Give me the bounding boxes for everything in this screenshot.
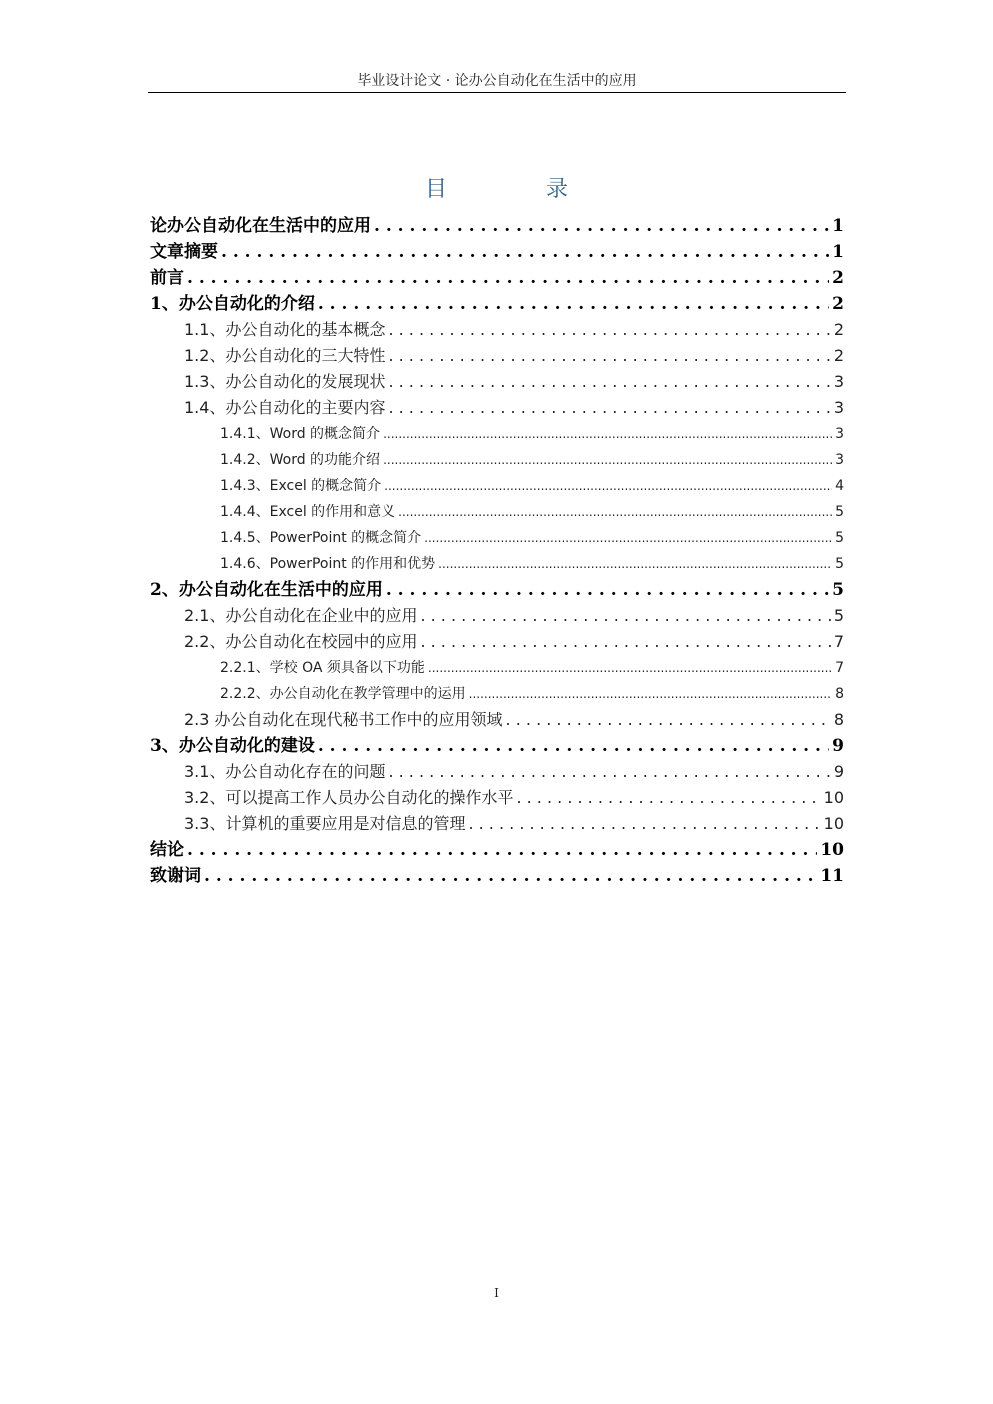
toc-entry-label: 1.4.2、Word 的功能介绍 <box>220 452 381 468</box>
toc-entry[interactable] <box>150 473 844 499</box>
toc-entry-label: 3、办公自动化的建设 <box>150 736 315 756</box>
toc-dot-leader <box>428 655 832 681</box>
toc-dot-leader <box>516 785 820 811</box>
toc-dot-leader <box>468 811 820 837</box>
toc-entry-label: 1.3、办公自动化的发展现状 <box>184 372 386 391</box>
toc-dot-leader <box>420 629 830 655</box>
toc-dot-leader <box>204 863 817 889</box>
toc-entry-page: 3 <box>833 372 844 391</box>
toc-dot-leader <box>388 317 830 343</box>
toc-entry-page: 1 <box>832 216 844 236</box>
toc-entry-label: 3.1、办公自动化存在的问题 <box>184 762 386 781</box>
toc-entry-page: 7 <box>835 660 844 676</box>
toc-entry[interactable] <box>150 213 844 239</box>
toc-entry-label: 论办公自动化在生活中的应用 <box>150 216 371 236</box>
toc-dot-leader <box>398 499 832 525</box>
toc-entry-label: 2.2、办公自动化在校园中的应用 <box>184 632 418 651</box>
toc-entry[interactable] <box>150 681 844 707</box>
toc-dot-leader <box>384 473 832 499</box>
toc-entry[interactable] <box>150 447 844 473</box>
toc-entry[interactable] <box>150 785 844 811</box>
toc-dot-leader <box>318 291 829 317</box>
toc-entry-page: 5 <box>832 580 844 600</box>
toc-entry[interactable] <box>150 577 844 603</box>
toc-entry-page: 9 <box>833 762 844 781</box>
toc-dot-leader <box>187 265 829 291</box>
toc-entry-page: 5 <box>835 504 844 520</box>
toc-entry[interactable] <box>150 811 844 837</box>
footer-page-number: I <box>494 1286 499 1300</box>
toc-entry-label: 致谢词 <box>150 866 201 886</box>
toc-dot-leader <box>506 707 831 733</box>
toc-entry-page: 1 <box>832 242 844 262</box>
toc-entry-page: 2 <box>833 320 844 339</box>
toc-dot-leader <box>383 447 832 473</box>
toc-entry-label: 3.3、计算机的重要应用是对信息的管理 <box>184 814 466 833</box>
toc-entry-page: 3 <box>833 398 844 417</box>
toc-dot-leader <box>388 759 830 785</box>
toc-entry-page: 8 <box>833 710 844 729</box>
toc-entry[interactable] <box>150 395 844 421</box>
toc-dot-leader <box>388 395 830 421</box>
toc-dot-leader <box>438 551 832 577</box>
toc-entry-label: 1、办公自动化的介绍 <box>150 294 315 314</box>
toc-entry-page: 10 <box>823 788 844 807</box>
toc-entry-page: 10 <box>820 840 844 860</box>
toc-entry-label: 2.2.2、办公自动化在教学管理中的运用 <box>220 686 466 702</box>
toc-dot-leader <box>388 343 830 369</box>
toc-entry[interactable] <box>150 239 844 265</box>
toc-entry-page: 9 <box>832 736 844 756</box>
toc-entry-page: 2 <box>832 268 844 288</box>
toc-entry[interactable] <box>150 629 844 655</box>
toc-entry[interactable] <box>150 265 844 291</box>
toc-entry-label: 1.4.4、Excel 的作用和意义 <box>220 504 396 520</box>
toc-entry[interactable] <box>150 707 844 733</box>
toc-dot-leader <box>374 213 829 239</box>
toc-entry-label: 1.4、办公自动化的主要内容 <box>184 398 386 417</box>
toc-entry[interactable] <box>150 291 844 317</box>
toc-entry-label: 2、办公自动化在生活中的应用 <box>150 580 383 600</box>
toc-entry[interactable] <box>150 343 844 369</box>
toc-entry[interactable] <box>150 863 844 889</box>
toc-entry[interactable] <box>150 837 844 863</box>
toc-entry[interactable] <box>150 317 844 343</box>
toc-entry-label: 1.4.1、Word 的概念简介 <box>220 426 381 442</box>
toc-entry[interactable] <box>150 603 844 629</box>
header-rule <box>148 92 846 93</box>
toc-dot-leader <box>469 681 832 707</box>
toc-title: 目 录 <box>425 177 614 202</box>
toc-entry-page: 5 <box>835 530 844 546</box>
toc-dot-leader <box>221 239 829 265</box>
toc-entry-label: 3.2、可以提高工作人员办公自动化的操作水平 <box>184 788 514 807</box>
toc-entry-page: 3 <box>835 452 844 468</box>
toc-entry[interactable] <box>150 369 844 395</box>
toc-entry-page: 5 <box>835 556 844 572</box>
toc-entry-page: 4 <box>835 478 844 494</box>
toc-dot-leader <box>424 525 832 551</box>
toc-entry-page: 10 <box>823 814 844 833</box>
toc-entry[interactable] <box>150 421 844 447</box>
toc-entry-label: 结论 <box>150 840 184 860</box>
toc-dot-leader <box>388 369 830 395</box>
toc-entry-page: 2 <box>832 294 844 314</box>
toc-entry-label: 2.2.1、学校 OA 须具备以下功能 <box>220 660 425 676</box>
toc-entry[interactable] <box>150 551 844 577</box>
toc-entry[interactable] <box>150 525 844 551</box>
toc-entry[interactable] <box>150 733 844 759</box>
toc-entry-label: 1.4.6、PowerPoint 的作用和优势 <box>220 556 436 572</box>
toc-entry-label: 前言 <box>150 268 184 288</box>
toc-entry-page: 3 <box>835 426 844 442</box>
toc-entry-label: 2.3 办公自动化在现代秘书工作中的应用领域 <box>184 710 503 729</box>
toc-entry-page: 8 <box>835 686 844 702</box>
toc-entry-label: 1.2、办公自动化的三大特性 <box>184 346 386 365</box>
toc-dot-leader <box>420 603 830 629</box>
toc-dot-leader <box>187 837 817 863</box>
toc-entry-label: 1.4.5、PowerPoint 的概念简介 <box>220 530 422 546</box>
table-of-contents <box>150 213 844 889</box>
toc-dot-leader <box>386 577 829 603</box>
toc-entry[interactable] <box>150 499 844 525</box>
toc-entry-page: 7 <box>833 632 844 651</box>
running-header: 毕业设计论文 · 论办公自动化在生活中的应用 <box>357 73 637 89</box>
toc-entry[interactable] <box>150 759 844 785</box>
toc-entry[interactable] <box>150 655 844 681</box>
toc-entry-label: 2.1、办公自动化在企业中的应用 <box>184 606 418 625</box>
toc-entry-label: 1.4.3、Excel 的概念简介 <box>220 478 382 494</box>
toc-entry-label: 1.1、办公自动化的基本概念 <box>184 320 386 339</box>
toc-entry-page: 11 <box>820 866 844 886</box>
toc-entry-page: 2 <box>833 346 844 365</box>
toc-entry-label: 文章摘要 <box>150 242 218 262</box>
toc-entry-page: 5 <box>833 606 844 625</box>
toc-dot-leader <box>383 421 832 447</box>
toc-dot-leader <box>318 733 829 759</box>
